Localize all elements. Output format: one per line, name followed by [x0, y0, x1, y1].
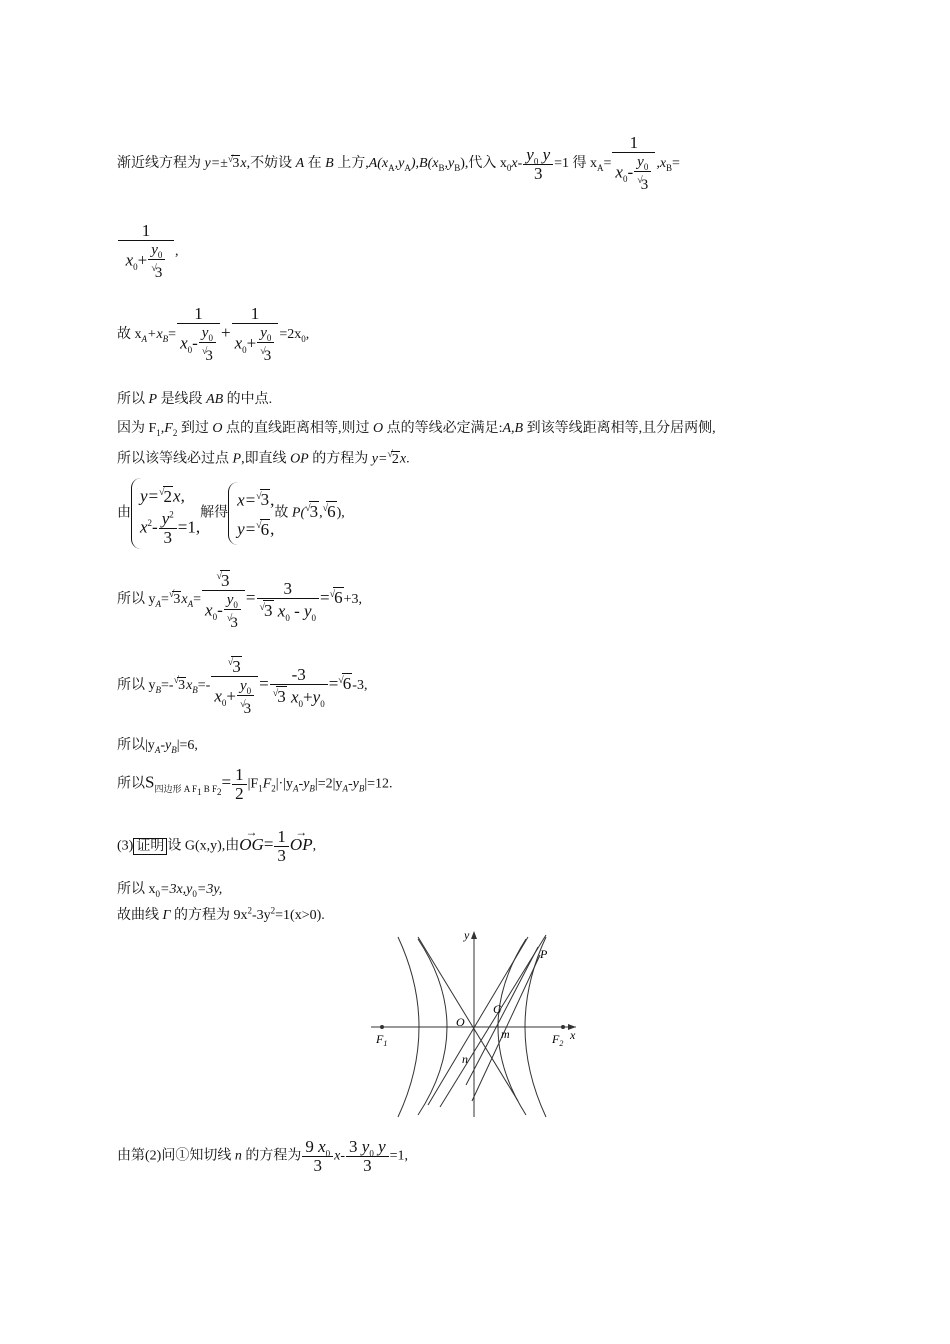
text-line-12: (3) 证明 设 G(x,y),由→ OG= $\frac{1}{3}$ → OP,	[117, 828, 316, 865]
text: =	[603, 156, 612, 172]
text: 上方,	[333, 156, 369, 172]
fraction: 1 $x_0-$ $\frac{y_0}{^√3}$	[177, 305, 220, 365]
text: 故 x	[117, 327, 142, 343]
label-x: x	[570, 1028, 576, 1042]
text-line-10: 所以$|y_A-y_B|=6$,	[117, 738, 198, 755]
text-line-3: 故 $x_A+x_B=$ 1 $x_0-$ $\frac{y_0}{^√3}$ + 1 $x_0+$ $\frac{y_0}{^√3}$ $=2x_0$,	[117, 304, 310, 364]
text: =	[672, 156, 680, 172]
fraction: 1 $x_0+$ $\frac{y_0}{^√3}$	[232, 305, 279, 365]
fraction: $\frac{1}{2}$	[232, 766, 247, 803]
sub: A	[404, 163, 411, 174]
math: A	[295, 156, 305, 172]
math: x	[240, 156, 247, 172]
tangent-n	[466, 947, 538, 1085]
fraction: $\frac{y_0 y}{3}$	[523, 146, 553, 183]
sqrt-icon: √	[227, 153, 234, 165]
vector-og: → OG	[239, 835, 264, 855]
text-line-8: 所以 $y_A=^√3x_A=$ √3 $x_0-$ $\frac{y_0}{^√3}$ = $\frac{3}{^√3 x_0 - y_0}$ =√6+3,	[117, 568, 362, 632]
text-line-4: 所以 P 是线段 AB 的中点.	[117, 392, 273, 407]
math: B	[325, 156, 334, 172]
math: ,y	[394, 156, 405, 172]
solution-system: x=√3, y=√6,	[228, 482, 274, 545]
label-f1: $F_1$	[376, 1032, 388, 1048]
text: ),代入 x	[460, 156, 507, 172]
text: 渐近线方程为	[117, 156, 205, 172]
math: ),B(x	[410, 156, 439, 172]
math: A(x	[368, 156, 389, 172]
math: x-	[511, 156, 523, 172]
fraction: $\frac{1}{3}$	[274, 828, 289, 865]
text-line-11: 所以$S_{四边形 A F_1 B F_2}=$ $\frac{1}{2}$ $|F_1F_2|\cdot|y_A-y_B|=2|y_A-y_B|=12$.	[117, 765, 393, 803]
text-line-13: 所以 $x_0=3x,y_0=3y$,	[117, 882, 223, 899]
fraction: 1 $x_0-$ $\frac{y_0}{^√3}$	[612, 134, 655, 194]
math: ,x	[656, 156, 667, 172]
text: ,不妨设	[246, 156, 296, 172]
sub: A	[388, 163, 395, 174]
sub: B	[438, 163, 445, 174]
text-line-14: 故曲线 Γ 的方程为 $9x^2-3y^2=1(x>0)$.	[117, 905, 325, 923]
text-line-1	[117, 134, 680, 194]
sub: A	[597, 163, 604, 174]
text: 由	[117, 505, 131, 521]
label-f2: $F_2$	[552, 1032, 564, 1048]
asymptote-1	[428, 937, 528, 1105]
text-line-2	[117, 222, 179, 282]
asymptote-2	[418, 937, 518, 1101]
label-y: y	[464, 928, 470, 942]
hyperbola-figure	[368, 925, 583, 1120]
text: 解得	[200, 505, 229, 521]
equation-system: y=√2x, $x^2-$ $\frac{y^2}{3}$ =1,	[131, 478, 200, 549]
sub: B	[666, 163, 673, 174]
fraction: $\frac{-3}{^√3 x_0+y_0}$	[270, 666, 328, 707]
fraction: $\frac{3}{^√3 x_0 - y_0}$	[257, 580, 320, 621]
text-line-15: 由第(2)问①知切线 n 的方程为 $\frac{9 x_0}{3}$ x- $\frac{3 y_0 y}{3}$ =1,	[117, 1137, 409, 1175]
label-o: O	[456, 1015, 465, 1029]
label-p: P	[540, 947, 548, 961]
text-line-5: 因为 $F_1,F_2$ 到过 O 点的直线距离相等,则过 O 点的等线必定满足:A,B 到该等线距离相等,且分居两侧,	[117, 421, 716, 438]
focus-f2	[561, 1025, 565, 1029]
fraction: √3 $x_0-$ $\frac{y_0}{^√3}$	[202, 568, 245, 632]
label-g: G	[493, 1002, 502, 1016]
vector-op: → OP	[290, 835, 313, 855]
text-line-9: 所以 $y_B=-^√3x_B=-$ √3 $x_0+$ $\frac{y_0}{^√3}$ = $\frac{-3}{^√3 x_0+y_0}$ =√6-3,	[117, 654, 367, 718]
label-m: m	[501, 1027, 510, 1041]
label-n: n	[462, 1052, 468, 1066]
sub: 0	[506, 163, 512, 174]
math: y=±	[204, 156, 228, 172]
text: ,	[175, 244, 179, 260]
fraction: 1 $x_0+$ $\frac{y_0}{^√3}$	[118, 222, 174, 282]
fraction: $\frac{9 x_0}{3}$	[302, 1138, 333, 1175]
sub: B	[454, 163, 461, 174]
text: =1 得 x	[554, 156, 598, 172]
text-line-7: 由 y=√2x, $x^2-$ $\frac{y^2}{3}$ =1, 解得 x=√3, y=√6, 故 P(√3,√6),	[117, 478, 345, 549]
y-axis-arrow-icon	[471, 931, 477, 939]
proof-badge: 证明	[133, 838, 167, 855]
fraction: $\frac{3 y_0 y}{3}$	[346, 1138, 389, 1175]
text: 在	[304, 156, 326, 172]
focus-f1	[380, 1025, 384, 1029]
text: =2x	[279, 327, 302, 343]
fraction: √3 $x_0+$ $\frac{y_0}{^√3}$	[211, 654, 258, 718]
text: +	[220, 323, 231, 343]
text-line-6: 所以该等线必过点 P,即直线 OP 的方程为 y=√2x.	[117, 449, 410, 467]
math: ,y	[444, 156, 455, 172]
math: 3	[232, 156, 240, 172]
